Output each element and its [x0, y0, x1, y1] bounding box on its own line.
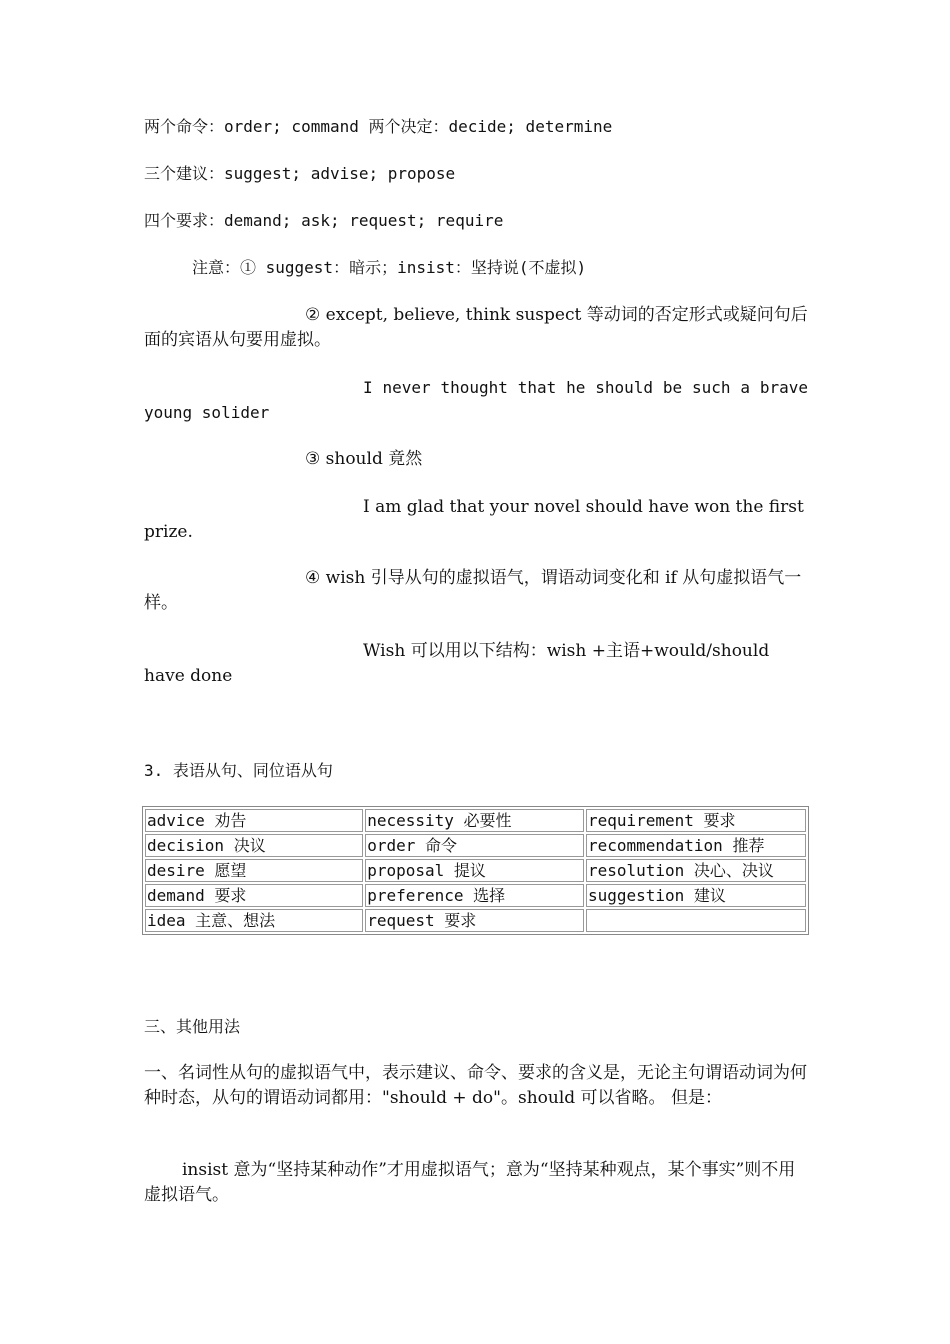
table-cell: request 要求 [365, 909, 584, 932]
example-sentence: Wish 可以用以下结构：wish +主语+would/should have done [144, 641, 775, 686]
table-cell: resolution 决心、决议 [586, 859, 806, 882]
text-line: 四个要求：demand; ask; request; require [144, 211, 504, 230]
table-row [145, 884, 806, 907]
table-cell: requirement 要求 [586, 809, 806, 832]
note-line: 注意：① suggest：暗示；insist：坚持说(不虚拟) [192, 258, 587, 277]
table-cell [586, 909, 806, 932]
section-heading: 3. 表语从句、同位语从句 [144, 761, 333, 780]
table-cell: demand 要求 [145, 884, 363, 907]
table-cell: recommendation 推荐 [586, 834, 806, 857]
note-paragraph: ② except, believe, think suspect 等动词的否定形式或疑问句后面的宾语从句要用虚拟。 [144, 305, 808, 350]
text-line: 两个命令：order; command 两个决定：decide; determine [144, 117, 613, 136]
body-paragraph: insist 意为“坚持某种动作”才用虚拟语气；意为“坚持某种观点，某个事实”则不用虚拟语气。 [144, 1160, 796, 1205]
example-sentence: I never thought that he should be such a brave young solider [144, 378, 818, 422]
note-line: ③ should 竟然 [305, 449, 423, 469]
table-cell: idea 主意、想法 [145, 909, 363, 932]
table-row [145, 859, 806, 882]
table-row [145, 809, 806, 832]
table-row [145, 909, 806, 932]
text-line: 三个建议：suggest; advise; propose [144, 164, 456, 183]
vocabulary-table [142, 806, 809, 935]
table-cell: decision 决议 [145, 834, 363, 857]
table-cell: proposal 提议 [365, 859, 584, 882]
note-paragraph: ④ wish 引导从句的虚拟语气，谓语动词变化和 if 从句虚拟语气一样。 [144, 568, 802, 613]
body-paragraph: 一、名词性从句的虚拟语气中，表示建议、命令、要求的含义是，无论主句谓语动词为何种时态，从句的谓语动词都用："should + do"。should 可以省略。 但是： [144, 1063, 807, 1108]
section-heading: 三、其他用法 [144, 1017, 241, 1036]
table-cell: desire 愿望 [145, 859, 363, 882]
table-cell: preference 选择 [365, 884, 584, 907]
table-row [145, 834, 806, 857]
table-cell: necessity 必要性 [365, 809, 584, 832]
example-sentence: I am glad that your novel should have won the first prize. [144, 497, 810, 542]
table-cell: suggestion 建议 [586, 884, 806, 907]
table-cell: advice 劝告 [145, 809, 363, 832]
table-cell: order 命令 [365, 834, 584, 857]
